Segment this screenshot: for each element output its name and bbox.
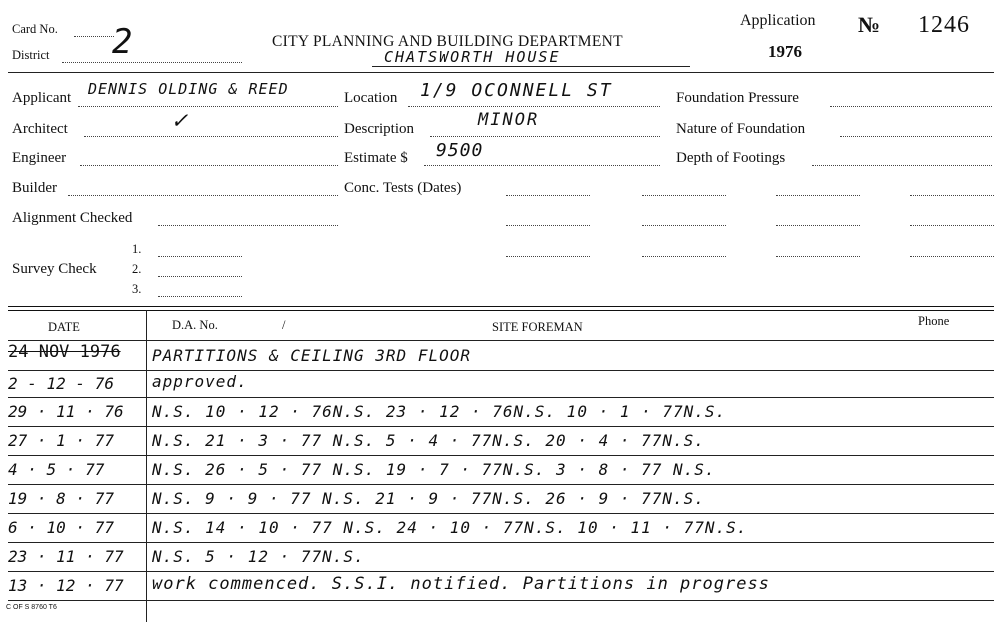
depth-footings-label: Depth of Footings: [676, 150, 786, 166]
table-top-line-1: [8, 306, 994, 307]
table-row-line: [8, 455, 994, 456]
conc-tests-line-3b: [642, 256, 726, 257]
conc-tests-line-3a: [506, 256, 590, 257]
conc-tests-line-1c: [776, 195, 860, 196]
table-header-line: [8, 340, 994, 341]
table-row-date: 29 · 11 · 76: [8, 402, 124, 421]
application-label: Application: [740, 12, 816, 29]
table-row-date: 27 · 1 · 77: [8, 431, 114, 450]
number-symbol: №: [858, 12, 881, 37]
applicant-label: Applicant: [12, 90, 72, 106]
date-column-divider: [146, 310, 147, 622]
table-row-line: [8, 513, 994, 514]
department-underline: [372, 66, 690, 67]
description-line: [430, 136, 660, 137]
nature-foundation-line: [840, 136, 992, 137]
estimate-label: Estimate $: [344, 150, 408, 166]
description-value: MINOR: [478, 110, 540, 130]
table-row-text: N.S. 10 · 12 · 76N.S. 23 · 12 · 76N.S. 10 · 1 · 77N.S.: [152, 402, 727, 421]
table-row-text: PARTITIONS & CEILING 3RD FLOOR: [152, 346, 471, 365]
table-row-date: 13 · 12 · 77: [8, 576, 124, 595]
architect-label: Architect: [12, 121, 68, 137]
estimate-line: [424, 165, 660, 166]
table-row-text: N.S. 21 · 3 · 77 N.S. 5 · 4 · 77N.S. 20 · 4 · 77N.S.: [152, 431, 705, 450]
conc-tests-line-3c: [776, 256, 860, 257]
table-row-line: [8, 426, 994, 427]
nature-foundation-label: Nature of Foundation: [676, 121, 806, 137]
table-row-date: 23 · 11 · 77: [8, 547, 124, 566]
description-label: Description: [344, 121, 414, 137]
site-foreman-header: SITE FOREMAN: [492, 320, 583, 334]
engineer-label: Engineer: [12, 150, 67, 166]
conc-tests-line-1d: [910, 195, 994, 196]
survey-item-1: 1.: [132, 242, 142, 256]
conc-tests-line-1b: [642, 195, 726, 196]
table-row-date: 4 · 5 · 77: [8, 460, 105, 479]
estimate-value: 9500: [436, 140, 484, 161]
table-row-text: N.S. 14 · 10 · 77 N.S. 24 · 10 · 77N.S. 10 · 11 · 77N.S.: [152, 518, 748, 537]
table-row-line: [8, 600, 994, 601]
table-row-line: [8, 571, 994, 572]
survey-line-3: [158, 296, 242, 297]
conc-tests-line-2d: [910, 225, 994, 226]
conc-tests-line-1a: [506, 195, 590, 196]
table-row-date: 19 · 8 · 77: [8, 489, 114, 508]
application-year: 1976: [768, 42, 802, 61]
da-slash: /: [282, 318, 286, 332]
conc-tests-line-2c: [776, 225, 860, 226]
alignment-line: [158, 225, 338, 226]
district-line: [62, 62, 242, 63]
table-top-line-2: [8, 310, 994, 311]
form-code: C OF S 8760 T6: [6, 604, 57, 611]
table-row-line: [8, 484, 994, 485]
location-line: [408, 106, 660, 107]
location-label: Location: [344, 90, 398, 106]
survey-item-2: 2.: [132, 262, 142, 276]
conc-tests-line-2b: [642, 225, 726, 226]
district-label: District: [12, 48, 50, 62]
table-row-line: [8, 542, 994, 543]
conc-tests-line-3d: [910, 256, 994, 257]
department-hand: CHATSWORTH HOUSE: [384, 48, 561, 66]
survey-line-2: [158, 276, 242, 277]
foundation-pressure-label: Foundation Pressure: [676, 90, 799, 106]
architect-value: ✓: [172, 106, 188, 134]
table-row-text: N.S. 5 · 12 · 77N.S.: [152, 547, 365, 566]
department-title: CITY PLANNING AND BUILDING DEPARTMENT: [272, 33, 623, 50]
table-row-line: [8, 397, 994, 398]
date-header: DATE: [48, 320, 80, 334]
card-no-label: Card No.: [12, 22, 58, 36]
survey-item-3: 3.: [132, 282, 142, 296]
depth-footings-line: [812, 165, 992, 166]
district-value: 2: [112, 22, 134, 62]
builder-line: [68, 195, 338, 196]
application-number: 1246: [918, 12, 970, 38]
table-row-text: N.S. 26 · 5 · 77 N.S. 19 · 7 · 77N.S. 3 · 8 · 77 N.S.: [152, 460, 716, 479]
survey-label: Survey Check: [12, 261, 97, 277]
alignment-label: Alignment Checked: [12, 210, 133, 226]
conc-tests-line-2a: [506, 225, 590, 226]
table-row-date: 2 - 12 - 76: [8, 374, 114, 393]
conc-tests-label: Conc. Tests (Dates): [344, 180, 462, 196]
architect-line: [84, 136, 338, 137]
engineer-line: [80, 165, 338, 166]
phone-header: Phone: [918, 314, 950, 328]
da-header: D.A. No.: [172, 318, 218, 332]
applicant-line: [78, 106, 338, 107]
applicant-value: DENNIS OLDING & REED: [88, 80, 289, 98]
foundation-pressure-line: [830, 106, 992, 107]
table-row-text: approved.: [152, 372, 248, 391]
table-row-text: N.S. 9 · 9 · 77 N.S. 21 · 9 · 77N.S. 26 · 9 · 77N.S.: [152, 489, 705, 508]
location-value: 1/9 OCONNELL ST: [420, 80, 613, 101]
header-divider: [8, 72, 994, 73]
survey-line-1: [158, 256, 242, 257]
card-no-line: [74, 36, 114, 37]
table-row-date: 24 NOV 1976: [8, 342, 121, 362]
table-row-line: [8, 370, 994, 371]
builder-label: Builder: [12, 180, 57, 196]
table-row-text: work commenced. S.S.I. notified. Partitions in progress: [152, 574, 770, 594]
table-row-date: 6 · 10 · 77: [8, 518, 114, 537]
